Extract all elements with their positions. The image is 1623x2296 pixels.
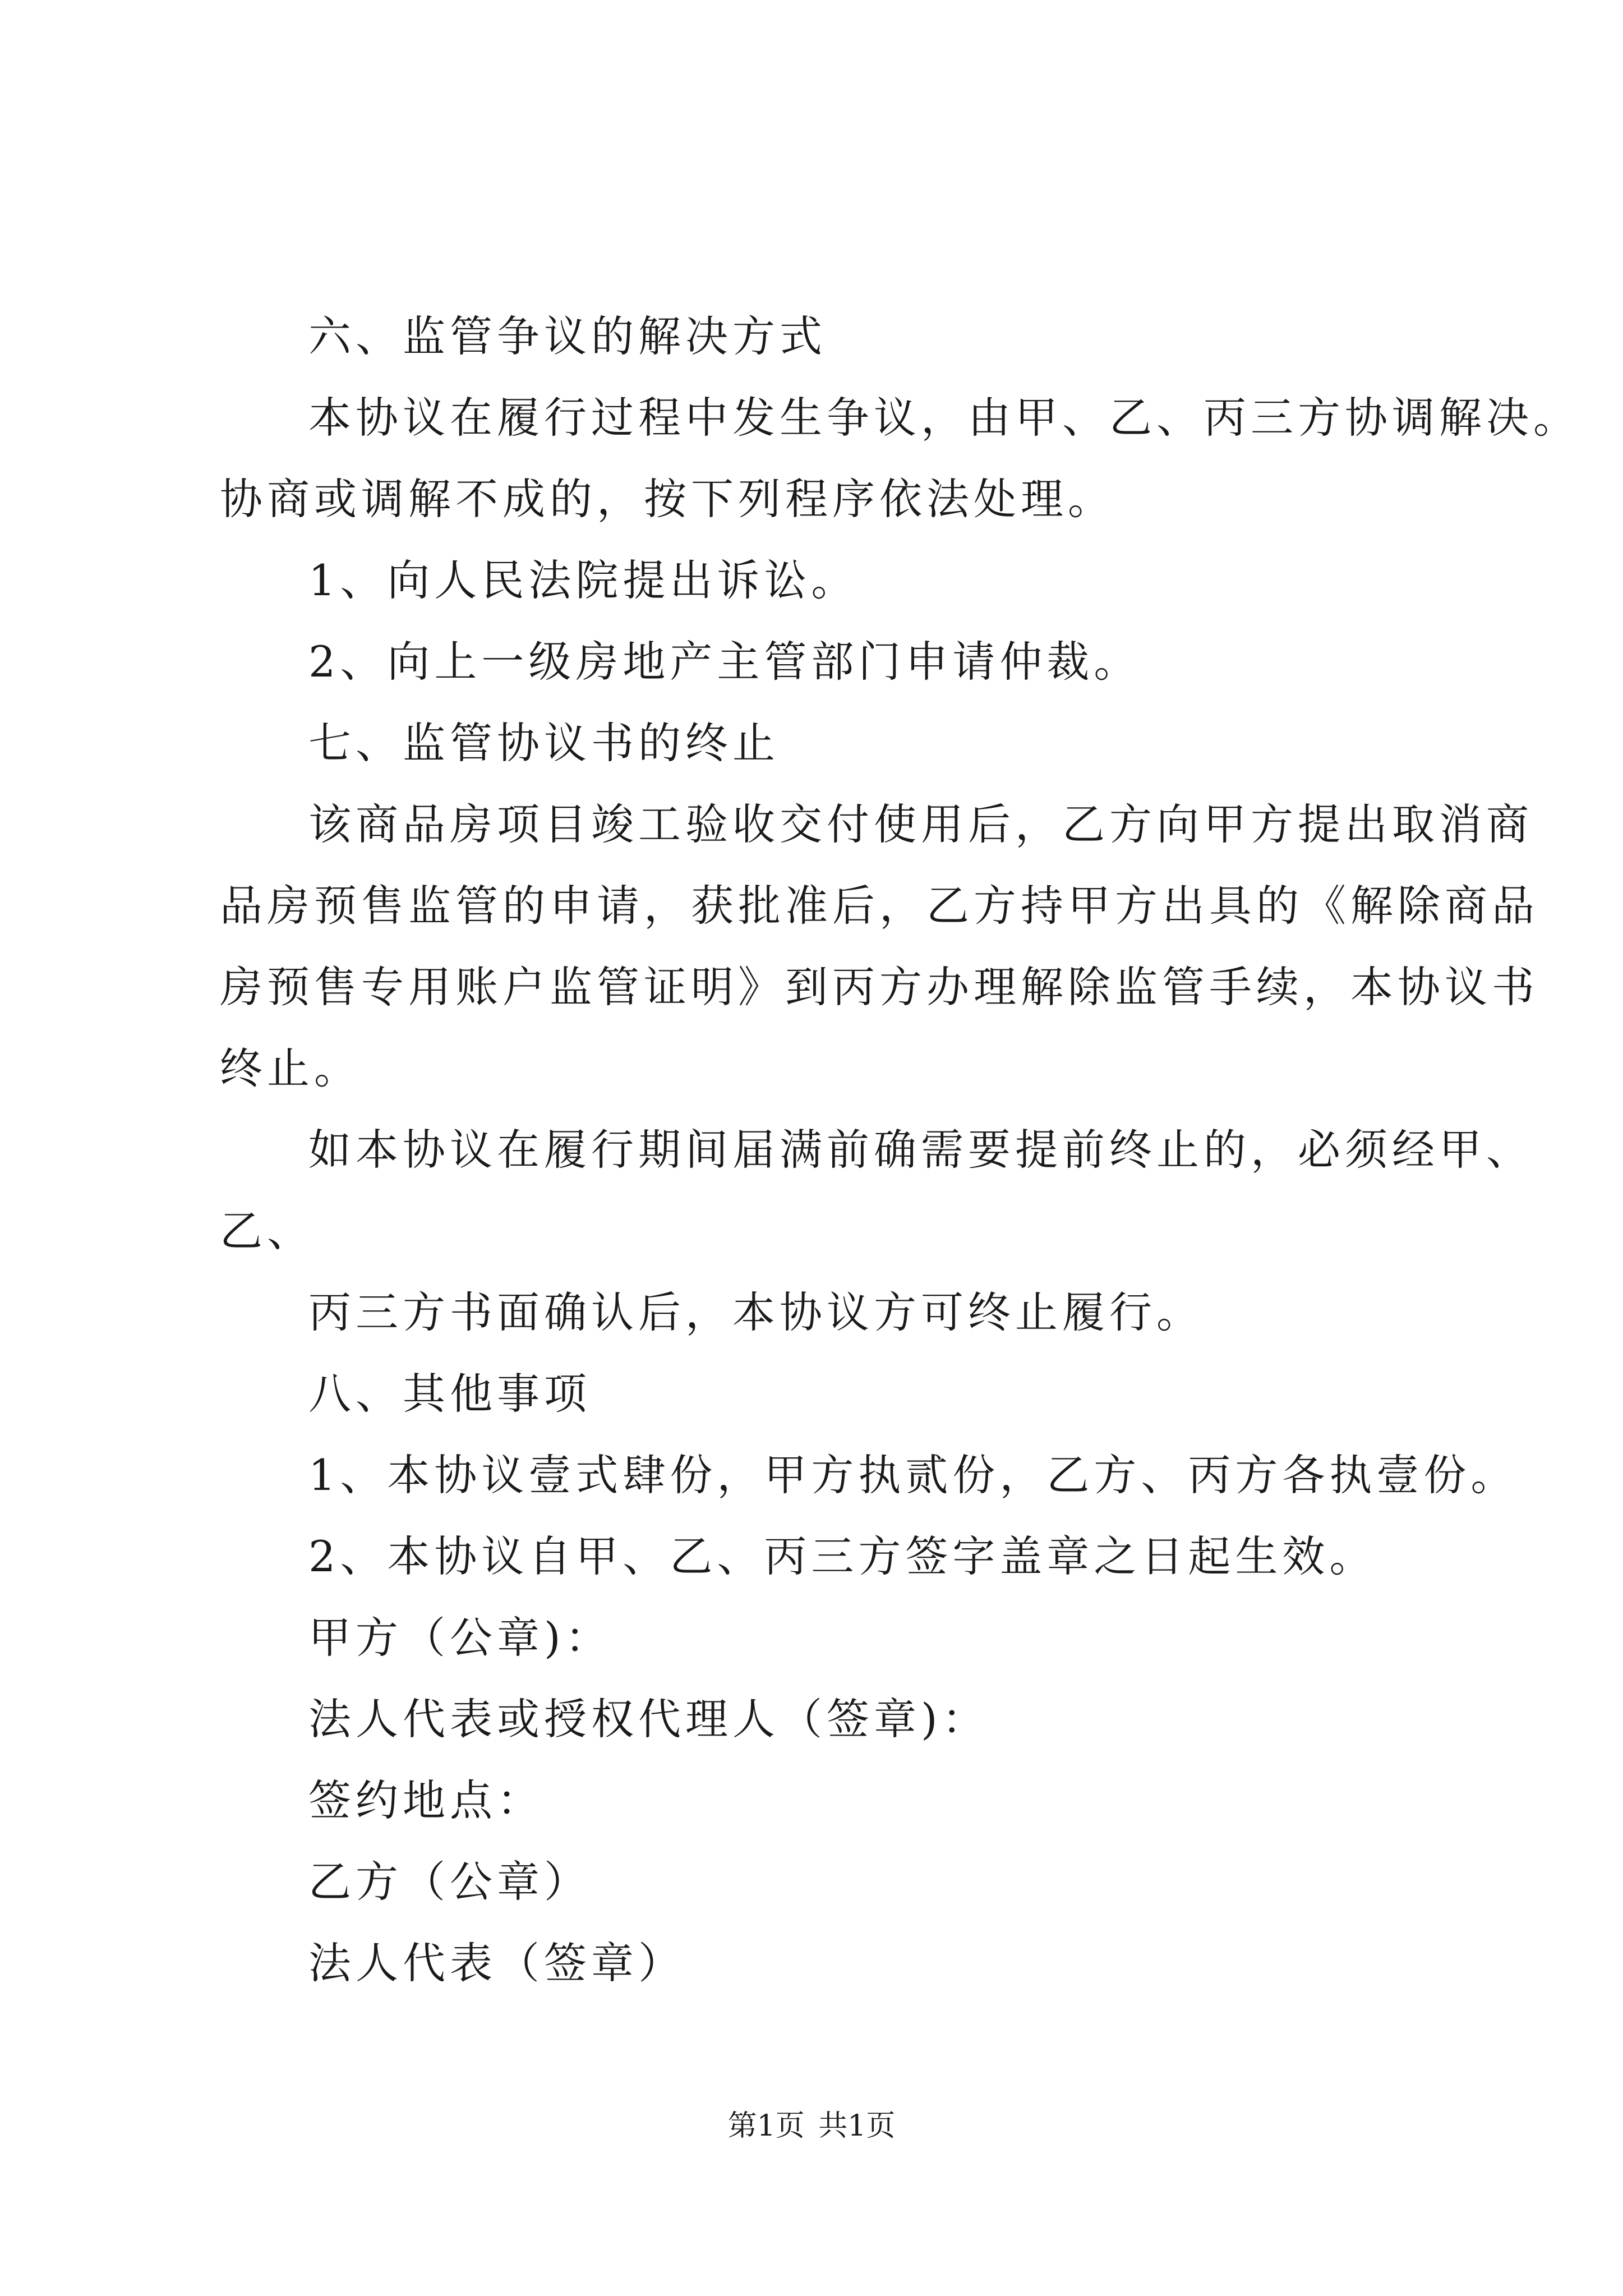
paragraph-line: 协商或调解不成的，按下列程序依法处理。 xyxy=(220,474,1115,524)
paragraph-line: 本协议在履行过程中发生争议，由甲、乙、丙三方协调解决。 xyxy=(308,393,1580,443)
paragraph-line: 终止。 xyxy=(220,1043,361,1093)
section-heading-8: 八、其他事项 xyxy=(308,1369,591,1419)
signature-field-representative: 法人代表或授权代理人（签章)： xyxy=(308,1694,989,1744)
list-item: 1、本协议壹式肆份，甲方执贰份，乙方、丙方各执壹份。 xyxy=(308,1450,1518,1500)
section-heading-6: 六、监管争议的解决方式 xyxy=(308,311,827,361)
paragraph-line: 丙三方书面确认后，本协议方可终止履行。 xyxy=(308,1287,1204,1337)
page-footer xyxy=(0,2106,1623,2146)
signature-field-party-a: 甲方（公章)： xyxy=(308,1613,612,1663)
paragraph-line: 如本协议在履行期间届满前确需要提前终止的，必须经甲、 xyxy=(308,1125,1533,1175)
paragraph-line: 品房预售监管的申请，获批准后，乙方持甲方出具的《解除商品 xyxy=(220,881,1539,931)
page-total: 共1页 xyxy=(818,2109,896,2143)
list-item: 2、本协议自甲、乙、丙三方签字盖章之日起生效。 xyxy=(308,1531,1377,1581)
signature-field-party-b: 乙方（公章） xyxy=(308,1857,591,1907)
signature-field-location: 签约地点： xyxy=(308,1775,544,1825)
list-item: 2、向上一级房地产主管部门申请仲裁。 xyxy=(308,637,1141,687)
list-item: 1、向人民法院提出诉讼。 xyxy=(308,555,859,605)
section-heading-7: 七、监管协议书的终止 xyxy=(308,718,780,768)
page-number: 第1页 xyxy=(727,2109,805,2143)
signature-field-legal-rep: 法人代表（签章） xyxy=(308,1938,685,1988)
paragraph-line: 乙、 xyxy=(220,1206,314,1256)
paragraph-line: 该商品房项目竣工验收交付使用后，乙方向甲方提出取消商 xyxy=(308,799,1533,849)
paragraph-line: 房预售专用账户监管证明》到丙方办理解除监管手续，本协议书 xyxy=(220,962,1539,1012)
